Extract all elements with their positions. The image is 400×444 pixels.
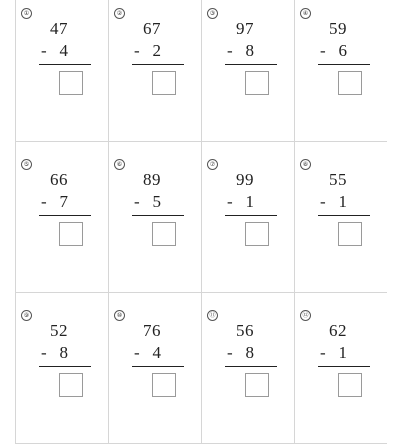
minuend: 66 [50, 170, 68, 189]
problem-cell-6 [109, 142, 201, 292]
subtrahend: 1 [338, 192, 347, 211]
minus-sign: - [41, 192, 47, 211]
minuend: 55 [329, 170, 347, 189]
answer-box[interactable] [338, 222, 362, 246]
minuend: 67 [143, 19, 161, 38]
problem-cell-3 [202, 0, 294, 141]
answer-box[interactable] [59, 373, 83, 397]
answer-box[interactable] [245, 222, 269, 246]
problem-cell-10 [109, 293, 201, 443]
subtrahend: 4 [59, 41, 68, 60]
answer-rule [318, 366, 370, 367]
minus-sign: - [227, 41, 233, 60]
subtrahend: 2 [152, 41, 161, 60]
minus-sign: - [227, 192, 233, 211]
problem-number: ① [21, 8, 32, 19]
worksheet-grid [15, 0, 387, 444]
answer-box[interactable] [245, 71, 269, 95]
subtrahend: 1 [245, 192, 254, 211]
answer-rule [39, 215, 91, 216]
minus-sign: - [134, 192, 140, 211]
problem-cell-1 [16, 0, 108, 141]
subtrahend: 7 [59, 192, 68, 211]
minuend: 97 [236, 19, 254, 38]
problem-cell-11 [202, 293, 294, 443]
subtrahend: 6 [338, 41, 347, 60]
minus-sign: - [227, 343, 233, 362]
minus-sign: - [41, 343, 47, 362]
subtrahend: 4 [152, 343, 161, 362]
problem-cell-2 [109, 0, 201, 141]
answer-box[interactable] [152, 373, 176, 397]
subtrahend: 1 [338, 343, 347, 362]
problem-cell-4 [295, 0, 387, 141]
problem-cell-9 [16, 293, 108, 443]
minuend: 52 [50, 321, 68, 340]
answer-rule [225, 64, 277, 65]
minus-sign: - [41, 41, 47, 60]
minuend: 56 [236, 321, 254, 340]
answer-box[interactable] [152, 222, 176, 246]
problem-number: ⑨ [21, 310, 32, 321]
problem-number: ⑦ [207, 159, 218, 170]
problem-cell-7 [202, 142, 294, 292]
problem-number: ④ [300, 8, 311, 19]
answer-rule [39, 64, 91, 65]
minus-sign: - [134, 343, 140, 362]
minuend: 59 [329, 19, 347, 38]
answer-box[interactable] [338, 71, 362, 95]
problem-number: ⑪ [207, 310, 218, 321]
answer-box[interactable] [338, 373, 362, 397]
minus-sign: - [320, 343, 326, 362]
answer-box[interactable] [59, 222, 83, 246]
minuend: 47 [50, 19, 68, 38]
answer-rule [225, 215, 277, 216]
answer-box[interactable] [152, 71, 176, 95]
problem-number: ⑫ [300, 310, 311, 321]
answer-rule [318, 215, 370, 216]
problem-number: ② [114, 8, 125, 19]
answer-rule [39, 366, 91, 367]
minuend: 62 [329, 321, 347, 340]
problem-cell-8 [295, 142, 387, 292]
problem-number: ③ [207, 8, 218, 19]
answer-rule [318, 64, 370, 65]
minuend: 89 [143, 170, 161, 189]
problem-number: ⑥ [114, 159, 125, 170]
answer-rule [132, 215, 184, 216]
subtrahend: 8 [245, 343, 254, 362]
problem-cell-12 [295, 293, 387, 443]
problem-number: ⑧ [300, 159, 311, 170]
problem-number: ⑩ [114, 310, 125, 321]
minus-sign: - [134, 41, 140, 60]
minuend: 76 [143, 321, 161, 340]
problem-number: ⑤ [21, 159, 32, 170]
problem-cell-5 [16, 142, 108, 292]
minus-sign: - [320, 192, 326, 211]
subtrahend: 8 [59, 343, 68, 362]
answer-rule [132, 64, 184, 65]
answer-rule [225, 366, 277, 367]
answer-box[interactable] [59, 71, 83, 95]
answer-rule [132, 366, 184, 367]
minuend: 99 [236, 170, 254, 189]
subtrahend: 5 [152, 192, 161, 211]
answer-box[interactable] [245, 373, 269, 397]
minus-sign: - [320, 41, 326, 60]
subtrahend: 8 [245, 41, 254, 60]
